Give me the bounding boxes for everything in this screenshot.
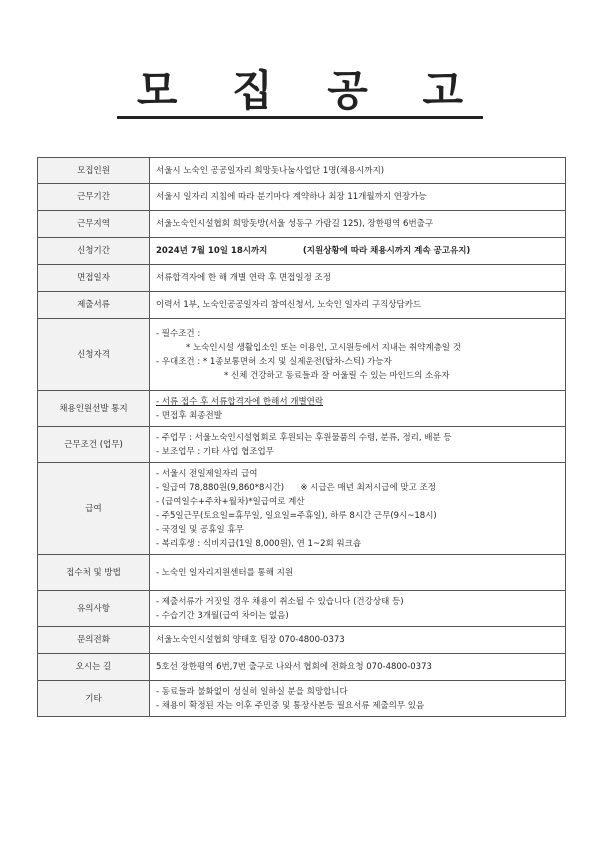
row-value <box>150 654 566 681</box>
page-title: 모 집 공 고 <box>117 66 483 119</box>
table-row <box>38 555 566 591</box>
value-line: 서류합격자에 한 해 개별 연락 후 면접일정 조정 <box>156 273 331 283</box>
table-row <box>38 265 566 292</box>
table-row <box>38 211 566 238</box>
row-value <box>150 591 566 627</box>
row-label: 급여 <box>38 463 150 555</box>
row-value <box>150 391 566 427</box>
value-line: 서울노숙인시설협회 양태호 팀장 070-4800-0373 <box>156 635 345 645</box>
row-value <box>150 158 566 184</box>
table-row <box>38 158 566 184</box>
row-value <box>150 427 566 463</box>
row-label: 근무지역 <box>38 211 150 238</box>
table-row <box>38 591 566 627</box>
value-line: - 우대조건 : * 1종보통면허 소지 및 실제운전(탑차-스틱) 가능자 <box>156 356 392 367</box>
table-row <box>38 427 566 463</box>
value-line: - 주5일근무(토요일=휴무일, 일요일=주휴일), 하루 8시간 근무(9시~18시) <box>156 510 437 521</box>
value-line: 서울시 일자리 지침에 따라 분기마다 계약하나 최장 11개월까지 연장가능 <box>156 192 427 202</box>
value-line: - 제출서류가 거짓일 경우 채용이 취소될 수 있습니다 (건강상태 등) <box>156 596 404 607</box>
table-row <box>38 627 566 654</box>
row-value <box>150 292 566 319</box>
title-wrap <box>0 66 600 119</box>
row-label: 제출서류 <box>38 292 150 319</box>
row-value <box>150 184 566 211</box>
value-line: 서울노숙인시설협회 희망돗방(서울 성동구 가람길 125), 장한평역 6번출구 <box>156 219 434 229</box>
value-line: - 주업무 : 서울노숙인시설협회로 후원되는 후원물품의 수령, 분류, 정리, 배분 등 <box>156 432 452 443</box>
row-value <box>150 681 566 717</box>
value-line: - 서울시 전일제일자리 급여 <box>156 468 258 479</box>
value-line: - 필수조건 : <box>156 328 201 339</box>
value-line: 서울시 노숙인 공공일자리 희망돗나눔사업단 1명(채용시까지) <box>156 165 385 176</box>
value-line: 이력서 1부, 노숙인공공일자리 참여신청서, 노숙인 일자리 구직상담카드 <box>156 300 422 310</box>
value-line: - 일급여 78,880원(9,860*8시간) ※ 시급은 매년 최저시급에 맞고 조정 <box>156 482 436 493</box>
value-line: * 노숙인시설 생활입소인 또는 이용인, 고시원등에서 지내는 취약계층일 것 <box>186 342 461 353</box>
row-value <box>150 463 566 555</box>
row-label: 신청기간 <box>38 238 150 265</box>
row-label: 모집인원 <box>38 158 150 184</box>
row-value <box>150 265 566 292</box>
row-label: 오시는 길 <box>38 654 150 681</box>
value-line: * 신체 건강하고 동료들과 잘 어울릴 수 있는 마인드의 소유자 <box>224 370 450 381</box>
table-row <box>38 238 566 265</box>
value-line: - 면접후 최종전발 <box>156 410 222 421</box>
table-row <box>38 681 566 717</box>
row-label: 신청자격 <box>38 319 150 391</box>
value-line: - 수습기간 3개월(급여 차이는 없음) <box>156 610 289 621</box>
value-line: - (급여일수+주차+월차)*일급여로 계산 <box>156 496 305 507</box>
row-value <box>150 627 566 654</box>
table-row <box>38 391 566 427</box>
value-line: - 동료들과 불화없이 성실히 일하실 분을 희망합니다 <box>156 686 348 697</box>
row-label: 유의사항 <box>38 591 150 627</box>
table-row <box>38 319 566 391</box>
row-label: 면접일자 <box>38 265 150 292</box>
row-value <box>150 238 566 265</box>
row-label: 채용인원선발 통지 <box>38 391 150 427</box>
table-row <box>38 292 566 319</box>
value-line: - 노숙인 일자리지원센터를 통해 지원 <box>156 567 294 578</box>
value-line: - 서류 접수 후 서류합격자에 한해서 개별연락 <box>156 396 324 407</box>
notice-table <box>37 157 566 717</box>
row-value <box>150 555 566 591</box>
row-label: 문의전화 <box>38 627 150 654</box>
row-value <box>150 211 566 238</box>
row-label: 접수처 및 방법 <box>38 555 150 591</box>
row-label: 근무기간 <box>38 184 150 211</box>
value-line: 2024년 7월 10일 18시까지 (지원상황에 따라 채용시까지 계속 공고유지) <box>156 246 471 256</box>
row-label: 근무조건 (업무) <box>38 427 150 463</box>
value-line: - 채용이 확정된 자는 이후 주민증 및 통장사본등 필요서류 제출의무 있음 <box>156 700 425 711</box>
value-line: - 복리후생 : 식비지급(1일 8,000원), 연 1~2회 워크숍 <box>156 538 362 549</box>
row-label: 기타 <box>38 681 150 717</box>
value-line: - 보조업무 : 기타 사업 협조업무 <box>156 446 274 457</box>
value-line: - 국경일 및 공휴일 휴무 <box>156 524 244 535</box>
table-row <box>38 184 566 211</box>
table-row <box>38 654 566 681</box>
table-row <box>38 463 566 555</box>
value-line: 5호선 장한평역 6번,7번 출구로 나와서 협회에 전화요청 070-4800-0373 <box>156 662 432 672</box>
row-value <box>150 319 566 391</box>
